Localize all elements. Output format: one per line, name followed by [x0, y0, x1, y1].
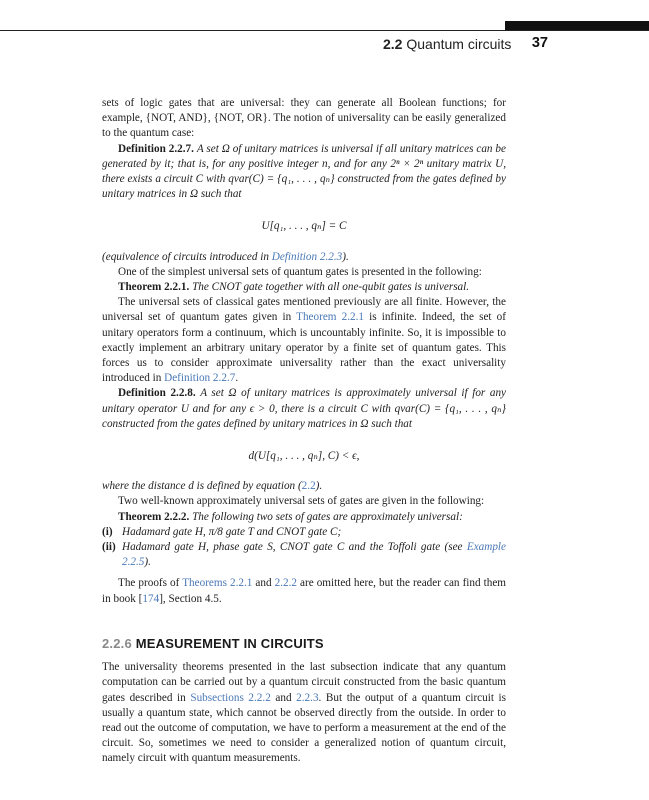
paragraph-universal-gates: sets of logic gates that are universal: they can generate all Boolean functions; for example, {NOT, AND}, {NOT, OR}. The notion of universality can be easily generalized to the quantum case:: [102, 97, 506, 140]
equation-approximate: d(U[q₁, . . . , qₙ], C) < ϵ,: [248, 450, 360, 463]
text-segment: The universality theorems presented in the last subsection indicate that any quantum computation can be carried out by a quantum circuit constructed from the basic quantum gates described in: [102, 661, 506, 704]
definition-followup: [102, 479, 506, 494]
theorem-label: Theorem 2.2.1.: [118, 281, 190, 294]
item-text: Hadamard gate H, phase gate S, CNOT gate C and the Toffoli gate (see: [122, 541, 467, 554]
theorem-text: The CNOT gate together with all one-qubit gates is universal.: [192, 281, 470, 294]
page-body: [102, 96, 506, 767]
link-theorem-2-2-1[interactable]: Theorem 2.2.1: [296, 311, 365, 324]
theorem-item-1: [102, 525, 506, 540]
definition-text: A set Ω of unitary matrices is universal if all unitary matrices can be generated by it; that is, for any positive integer n, and for any 2ⁿ × 2ⁿ unitary matrix U, there exists a circuit C with qvar(C) = {q₁, . . . , qₙ} constructed from the gates defined by unitary matrices in Ω such that: [102, 142, 506, 201]
followup-close: ).: [315, 480, 323, 493]
equation-universality: U[q₁, . . . , qₙ] = C: [261, 220, 347, 233]
definition-label: Definition 2.2.8.: [118, 387, 196, 400]
text-segment: ], Section 4.5.: [159, 592, 222, 605]
definition-2-2-7: [102, 142, 506, 203]
link-theorem-2-2-2[interactable]: 2.2.2: [274, 577, 297, 590]
paragraph-proofs: [102, 576, 506, 606]
text-segment: are omitted here, but the reader can find them in book [: [102, 577, 506, 605]
paragraph-approximate-universality: [102, 295, 506, 386]
running-head: [383, 36, 511, 52]
theorem-2-2-2: [102, 510, 506, 525]
theorem-label: Theorem 2.2.2.: [118, 510, 190, 523]
theorem-item-2: [102, 540, 506, 570]
text-segment: and: [270, 691, 297, 704]
theorem-2-2-1: [102, 280, 506, 295]
link-definition-2-2-7[interactable]: Definition 2.2.7: [164, 372, 236, 385]
item-label: (ii): [102, 541, 116, 554]
text-segment: is infinite. Indeed, the set of unitary operators form a continuum, which is uncountably infinite. So, it is impossible to exactly implement an arbitrary unitary operator by a finite set of quantum gates. This forces us to consider approximate universality rather than the exact universality introduced in: [102, 311, 506, 385]
section-title: MEASUREMENT IN CIRCUITS: [135, 635, 324, 651]
link-definition-2-2-3[interactable]: Definition 2.2.3: [271, 250, 343, 263]
text-segment: and: [252, 577, 275, 590]
link-subsections-2-2-2[interactable]: Subsections 2.2.2: [190, 691, 271, 704]
definition-label: Definition 2.2.7.: [118, 142, 194, 155]
page-number: 37: [531, 35, 548, 51]
header-rule: [0, 30, 649, 31]
link-subsection-2-2-3[interactable]: 2.2.3: [296, 691, 319, 704]
definition-2-2-8: [102, 386, 506, 432]
text-segment: The proofs of: [118, 577, 183, 590]
running-head-section: 2.2: [383, 36, 403, 52]
header-black-bar: [505, 21, 649, 30]
text-segment: . But the output of a quantum circuit is usually a quantum state, which cannot be observed directly from the outside. In order to read out the outcome of computation, we have to perform a measurement at the end of the circuit. So, sometimes we need to consider a generalized notion of quantum circuit, namely circuit with quantum measurements.: [102, 691, 507, 765]
theorem-text: The following two sets of gates are approximately universal:: [192, 510, 463, 523]
running-head-title: Quantum circuits: [406, 36, 512, 52]
link-theorems-2-2-1[interactable]: Theorems 2.2.1: [182, 577, 253, 590]
text-segment: .: [235, 372, 239, 385]
followup-text: (equivalence of circuits introduced in: [102, 250, 272, 263]
link-equation-2-2[interactable]: 2.2: [301, 480, 316, 493]
item-text: Hadamard gate H, π/8 gate T and CNOT gate C;: [122, 525, 342, 538]
definition-text: A set Ω of unitary matrices is approximately universal if for any unitary operator U and for any ϵ > 0, there is a circuit C with qvar(C) = {q₁, . . . , qₙ} constructed from the gates defined by unitary matrices in Ω such that: [102, 387, 507, 430]
followup-close: ).: [342, 250, 349, 263]
paragraph-two-sets: Two well-known approximately universal sets of gates are given in the following:: [118, 495, 485, 508]
definition-followup: [102, 250, 506, 265]
paragraph-simplest-set: One of the simplest universal sets of quantum gates is presented in the following:: [118, 265, 482, 278]
paragraph-measurement: [102, 660, 506, 766]
section-heading: [102, 636, 506, 651]
section-number: 2.2.6: [102, 635, 132, 651]
followup-text: where the distance d is defined by equation (: [102, 480, 302, 493]
item-label: (i): [102, 525, 113, 538]
link-example-2-2-5[interactable]: Example 2.2.5: [122, 541, 506, 569]
item-close: ).: [144, 556, 151, 569]
link-reference-174[interactable]: 174: [142, 592, 160, 605]
text-segment: The universal sets of classical gates mentioned previously are all finite. However, the universal set of quantum gates given in: [102, 296, 506, 324]
